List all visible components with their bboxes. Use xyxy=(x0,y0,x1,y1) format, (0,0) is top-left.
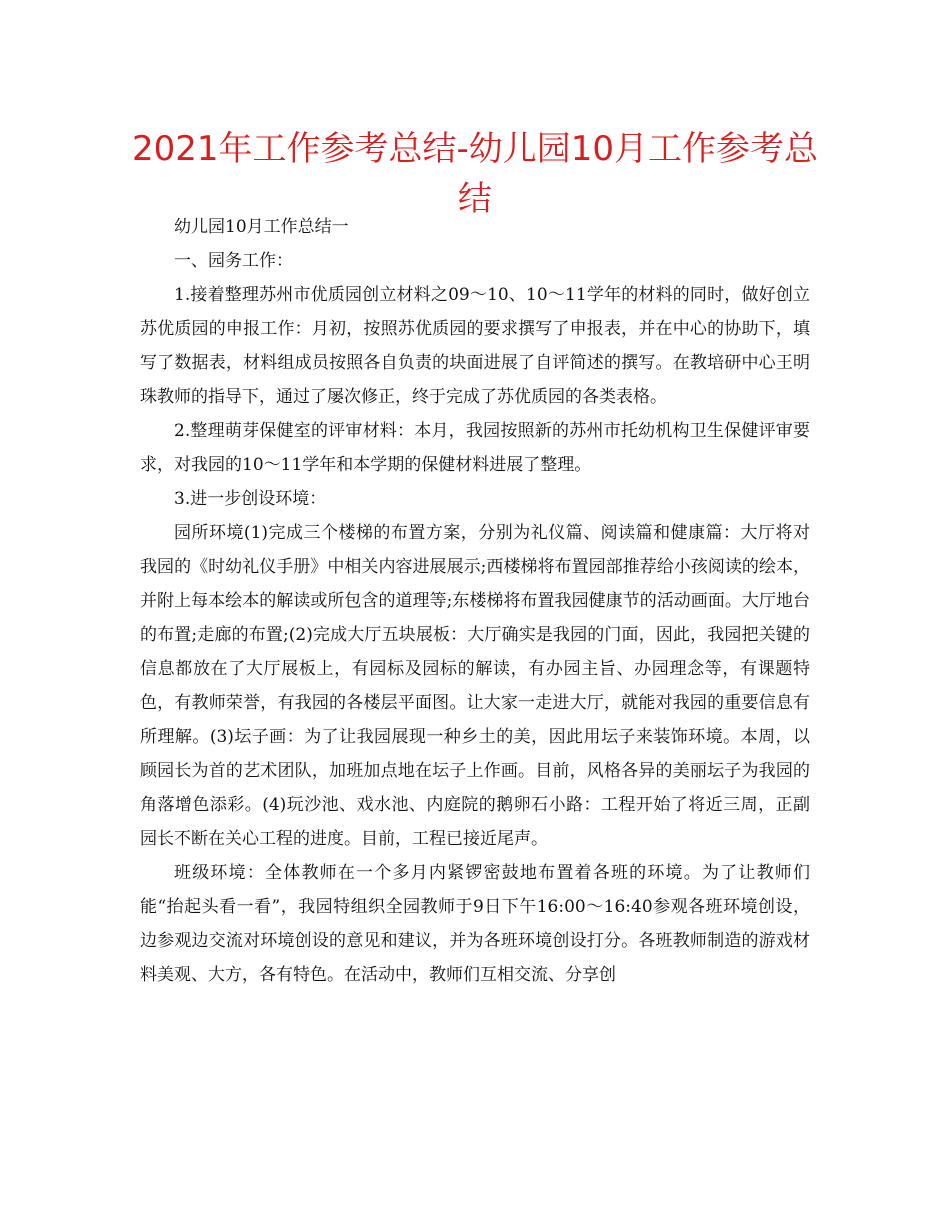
paragraph-item-3: 3.进一步创设环境： xyxy=(174,489,327,509)
document-body xyxy=(140,210,810,992)
paragraph-subheading: 一、园务工作： xyxy=(174,251,293,271)
paragraph-campus-environment: 园所环境(1)完成三个楼梯的布置方案，分别为礼仪篇、阅读篇和健康篇：大厅将对我园的《时幼礼仪手册》中相关内容进展展示;西楼梯将布置园部推荐给小孩阅读的绘本，并附上每本绘本的解读或所包含的道理等;东楼梯将布置我园健康节的活动画面。大厅地台的布置;走廊的布置;(2)完成大厅五块展板：大厅确实是我园的门面，因此，我园把关键的信息都放在了大厅展板上，有园标及园标的解读，有办园主旨、办园理念等，有课题特色，有教师荣誉，有我园的各楼层平面图。让大家一走进大厅，就能对我园的重要信息有所理解。(3)坛子画：为了让我园展现一种乡土的美，因此用坛子来装饰环境。本周，以顾园长为首的艺术团队，加班加点地在坛子上作画。目前，风格各异的美丽坛子为我园的角落增色添彩。(4)玩沙池、戏水池、内庭院的鹅卵石小路：工程开始了将近三周，正副园长不断在关心工程的进度。目前，工程已接近尾声。 xyxy=(140,523,810,849)
paragraph-item-1: 1.接着整理苏州市优质园创立材料之09～10、10～11学年的材料的同时，做好创立苏优质园的申报工作：月初，按照苏优质园的要求撰写了申报表，并在中心的协助下，填写了数据表，材料组成员按照各自负责的块面进展了自评简述的撰写。在教培研中心王明珠教师的指导下，通过了屡次修正，终于完成了苏优质园的各类表格。 xyxy=(140,285,810,407)
paragraph-section-heading: 幼儿园10月工作总结一 xyxy=(174,217,349,237)
paragraph-item-2: 2.整理萌芽保健室的评审材料：本月，我园按照新的苏州市托幼机构卫生保健评审要求，对我园的10～11学年和本学期的保健材料进展了整理。 xyxy=(140,421,810,475)
paragraph-class-environment: 班级环境：全体教师在一个多月内紧锣密鼓地布置着各班的环境。为了让教师们能“抬起头看一看”，我园特组织全园教师于9日下午16:00～16:40参观各班环境创设，边参观边交流对环境创设的意见和建议，并为各班环境创设打分。各班教师制造的游戏材料美观、大方，各有特色。在活动中，教师们互相交流、分享创 xyxy=(140,863,810,985)
document-title: 2021年工作参考总结-幼儿园10月工作参考总结 xyxy=(131,129,819,219)
